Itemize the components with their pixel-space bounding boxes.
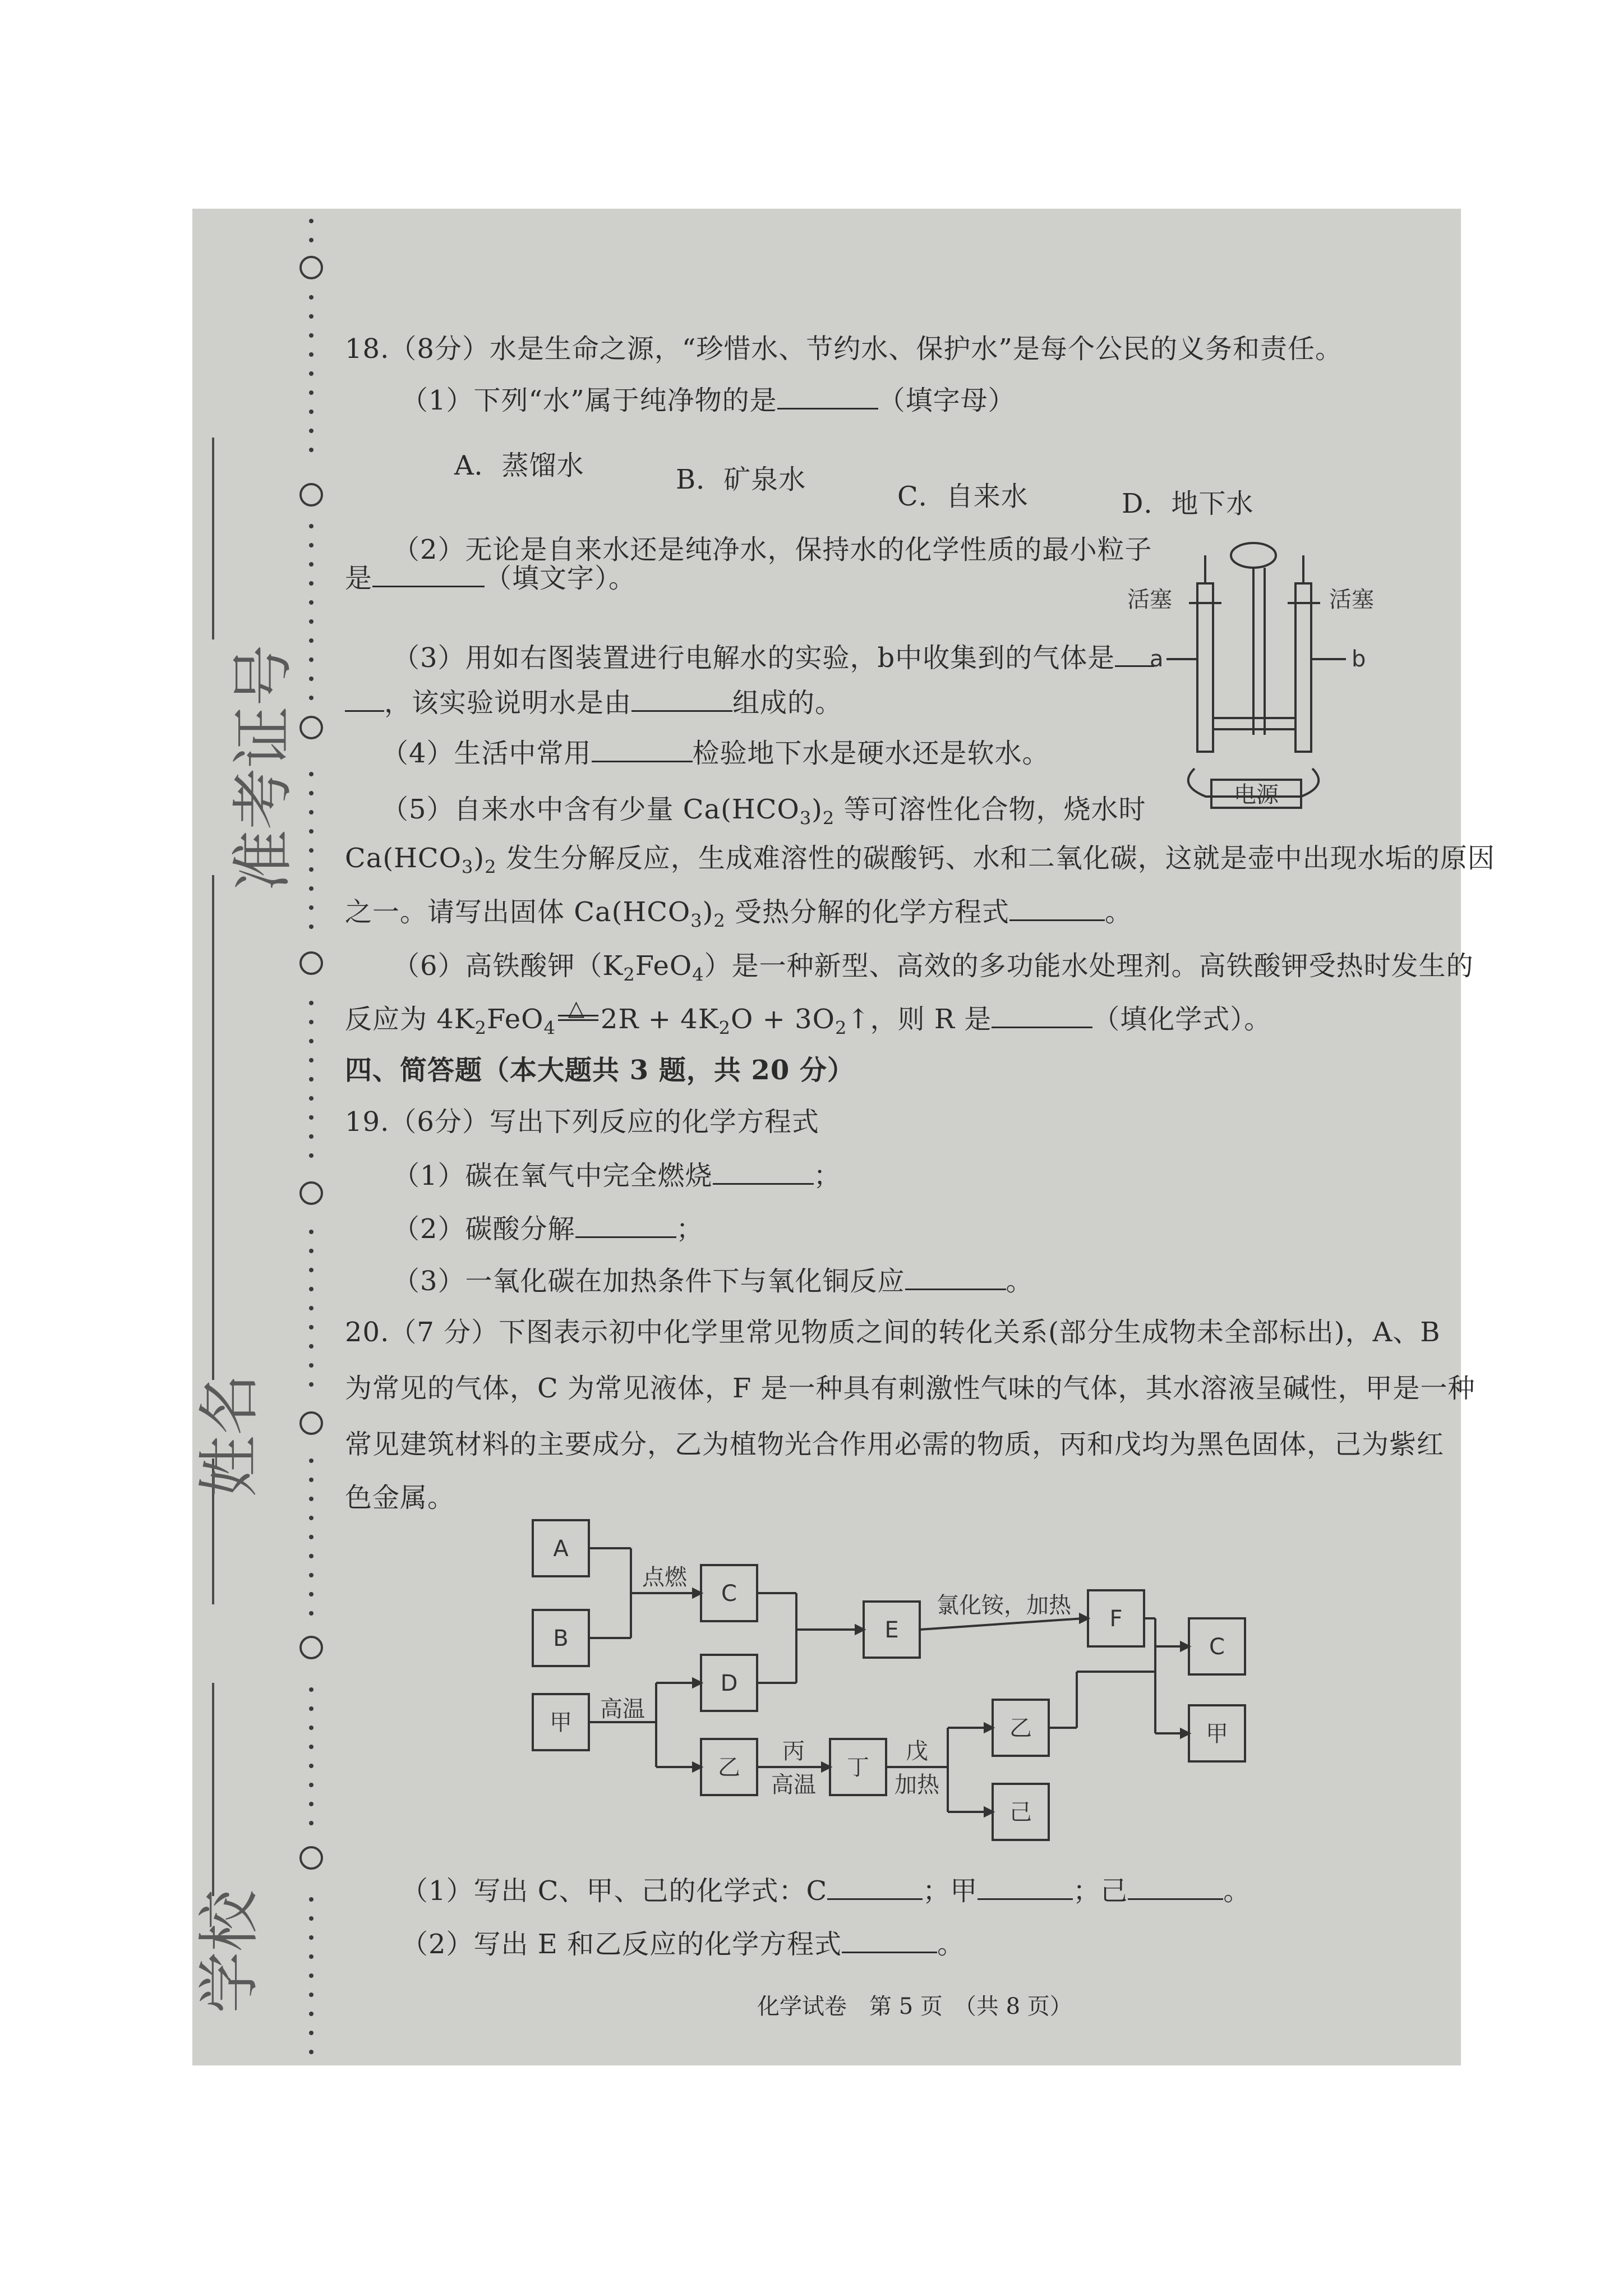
margin-label-school: 学校 <box>193 1890 265 2013</box>
margin-dot <box>309 1592 313 1596</box>
margin-dot <box>309 848 313 853</box>
margin-dot <box>309 1001 313 1005</box>
margin-dot <box>309 1535 313 1539</box>
margin-dot <box>309 1516 313 1520</box>
box-yi: 乙 <box>718 1755 740 1780</box>
electrolysis-apparatus <box>1127 533 1430 825</box>
margin-dot <box>309 791 313 795</box>
margin-dot <box>309 677 313 681</box>
box-ji: 己 <box>1009 1800 1032 1825</box>
q20-line4: 色金属。 <box>345 1482 455 1513</box>
margin-dot <box>309 772 313 776</box>
label-ammonium-chloride-heat: 氯化铵，加热 <box>937 1593 1071 1618</box>
margin-label-exam-no: 准考证号 <box>227 645 299 891</box>
margin-dot <box>309 2050 313 2054</box>
box-b: B <box>553 1626 569 1651</box>
margin-dot <box>309 1821 313 1825</box>
q20-line3: 常见建筑材料的主要成分，乙为植物光合作用必需的物质，丙和戊均为黑色固体，己为紫红 <box>345 1429 1445 1460</box>
q18-part3-line1: （3）用如右图装置进行电解水的实验，b中收集到的气体是 <box>393 641 1154 675</box>
margin-line <box>212 438 214 639</box>
margin-dot <box>309 1916 313 1921</box>
q18-option-a: A．蒸馏水 <box>454 450 584 481</box>
margin-dot <box>309 1382 313 1387</box>
margin-dot <box>309 1783 313 1787</box>
margin-dot <box>309 1993 313 1997</box>
margin-dot <box>309 1687 313 1692</box>
margin-dot <box>309 1096 313 1101</box>
box-d: D <box>720 1671 738 1696</box>
answer-blank[interactable] <box>372 561 485 587</box>
answer-blank[interactable] <box>575 1212 676 1238</box>
answer-blank[interactable] <box>905 1264 1006 1290</box>
q20-part1: （1）写出 C、甲、己的化学式：C ；甲 ；己 。 <box>401 1874 1251 1908</box>
margin-dot <box>309 1363 313 1368</box>
margin-label-name: 姓名 <box>193 1374 265 1497</box>
label-bing: 丙 <box>782 1738 805 1764</box>
margin-dot <box>309 600 313 605</box>
margin-dot <box>309 371 313 376</box>
answer-blank[interactable] <box>1009 895 1105 921</box>
margin-dot <box>309 1458 313 1463</box>
margin-dot <box>309 810 313 815</box>
margin-dot <box>309 581 313 586</box>
q19-part2: （2）碳酸分解 ； <box>393 1212 704 1246</box>
answer-blank[interactable] <box>631 685 732 712</box>
answer-blank[interactable] <box>1128 1874 1223 1900</box>
margin-dot <box>309 1897 313 1902</box>
margin-line <box>212 875 214 1380</box>
margin-dot <box>309 1058 313 1062</box>
q18-part6-line1: （6）高铁酸钾$(K_2FeO_4)$是一种新型、高效的多功能水处理剂。高铁酸钾受热时发生的 <box>393 950 1474 986</box>
q18-stem: 18.（8分）水是生命之源，“珍惜水、节约水、保护水”是每个公民的义务和责任。 <box>345 333 1343 365</box>
q18-part3-line2: ，该实验说明水是由 组成的。 <box>345 685 842 720</box>
margin-dot <box>309 1039 313 1043</box>
margin-dot <box>309 238 313 242</box>
binding-hole <box>299 716 323 739</box>
label-wu: 戊 <box>906 1738 928 1764</box>
q20-line1: 20.（7 分）下图表示初中化学里常见物质之间的转化关系(部分生成物未全部标出)，A、B <box>345 1317 1441 1348</box>
margin-dot <box>309 1726 313 1730</box>
q20-part2: （2）写出 E 和乙反应的化学方程式 。 <box>401 1927 965 1961</box>
q19-part1: （1）碳在氧气中完全燃烧 ； <box>393 1158 841 1193</box>
box-jia-2: 甲 <box>1206 1721 1228 1747</box>
margin-dot <box>309 867 313 872</box>
binding-hole <box>299 1181 323 1205</box>
margin-dot <box>309 1935 313 1940</box>
answer-blank[interactable] <box>827 1874 923 1900</box>
box-c-2: C <box>1209 1634 1225 1660</box>
binding-hole <box>299 951 323 975</box>
margin-dot <box>309 562 313 567</box>
binding-hole <box>299 1411 323 1435</box>
margin-dot <box>309 1611 313 1616</box>
answer-blank[interactable] <box>345 685 384 712</box>
margin-dot <box>309 1497 313 1501</box>
margin-dot <box>309 2031 313 2035</box>
q18-part5-line1: （5）自来水中含有少量 $Ca(HCO_3)_2$ 等可溶性化合物，烧水时 <box>381 794 1146 829</box>
margin-dot <box>309 524 313 528</box>
box-yi-2: 乙 <box>1009 1715 1032 1741</box>
section4-heading: 四、简答题（本大题共 3 题，共 20 分） <box>345 1055 855 1086</box>
margin-dot <box>309 429 313 433</box>
margin-dot <box>309 1249 313 1253</box>
margin-dot <box>309 619 313 624</box>
margin-dot <box>309 1153 313 1158</box>
margin-dot <box>309 333 313 338</box>
answer-blank[interactable] <box>592 736 693 762</box>
margin-dot <box>309 638 313 643</box>
q20-line2: 为常见的气体，C 为常见液体，F 是一种具有刺激性气味的气体，其水溶液呈碱性，甲是一种 <box>345 1373 1476 1404</box>
margin-dot <box>309 1954 313 1959</box>
margin-dot <box>309 390 313 395</box>
q19-part3: （3）一氧化碳在加热条件下与氧化铜反应 。 <box>393 1264 1034 1298</box>
margin-dot <box>309 829 313 834</box>
margin-dot <box>309 1115 313 1120</box>
margin-dot <box>309 657 313 662</box>
margin-dot <box>309 1802 313 1806</box>
margin-dot <box>309 1020 313 1024</box>
box-ding: 丁 <box>847 1755 869 1780</box>
q18-part6-line2: 反应为 $4K_2FeO_4$ △ $2R + 4K_2O$ + $3O_2↑$，则 R 是 （填化学式）。 <box>345 996 1272 1039</box>
margin-dot <box>309 1344 313 1349</box>
label-high-temp: 高温 <box>600 1696 645 1722</box>
margin-dot <box>309 1287 313 1291</box>
box-a: A <box>553 1536 569 1562</box>
margin-dot <box>309 1325 313 1329</box>
margin-dot <box>309 1134 313 1139</box>
q18-part2-line2: 是 （填文字）。 <box>345 561 636 595</box>
answer-blank[interactable] <box>713 1158 814 1185</box>
margin-dot <box>309 1306 313 1310</box>
q18-part4: （4）生活中常用 检验地下水是硬水还是软水。 <box>381 736 1050 770</box>
conversion-diagram <box>516 1509 1267 1868</box>
q18-part1: （1）下列“水”属于纯净物的是 （填字母） <box>401 383 1016 417</box>
margin-dot <box>309 1764 313 1768</box>
binding-hole <box>299 1636 323 1659</box>
margin-dot <box>309 1230 313 1234</box>
q18-part5-line3: 之一。请写出固体 $Ca(HCO_3)_2$ 受热分解的化学方程式 。 <box>345 895 1132 938</box>
tube-a-label: a <box>1150 646 1164 672</box>
box-e: E <box>884 1617 899 1643</box>
margin-dot <box>309 448 313 452</box>
q18-option-d: D．地下水 <box>1122 488 1254 519</box>
q18-part5-line2: $Ca(HCO_3)_2$ 发生分解反应，生成难溶性的碳酸钙、水和二氧化碳，这就是壶中出现水垢的原因 <box>345 843 1495 878</box>
margin-dot <box>309 1573 313 1577</box>
margin-dot <box>309 886 313 891</box>
box-f: F <box>1109 1606 1123 1632</box>
margin-dot <box>309 543 313 547</box>
margin-dot <box>309 409 313 414</box>
label-heat: 加热 <box>895 1772 939 1798</box>
margin-dot <box>309 352 313 357</box>
stopcock-right-label: 活塞 <box>1329 587 1374 613</box>
margin-dot <box>309 924 313 929</box>
binding-hole <box>299 256 323 279</box>
q18-part2-line1: （2）无论是自来水还是纯净水，保持水的化学性质的最小粒子 <box>393 534 1152 565</box>
page-footer: 化学试卷 第 5 页 （共 8 页） <box>757 1994 1072 2019</box>
box-c: C <box>721 1581 737 1607</box>
answer-blank[interactable] <box>978 1874 1073 1900</box>
margin-dot <box>309 2012 313 2016</box>
heat-equal-sign: △ <box>556 1004 601 1028</box>
label-high-temp-2: 高温 <box>771 1772 816 1798</box>
margin-dot <box>309 314 313 319</box>
tube-b-label: b <box>1352 646 1366 672</box>
margin-dot <box>309 905 313 910</box>
answer-blank[interactable] <box>992 1002 1092 1028</box>
margin-dot <box>309 1554 313 1558</box>
margin-dot <box>309 1745 313 1749</box>
binding-hole <box>299 1846 323 1870</box>
margin-dot <box>309 696 313 700</box>
box-jia: 甲 <box>550 1710 572 1736</box>
margin-dot <box>309 1268 313 1272</box>
answer-blank[interactable] <box>842 1927 937 1953</box>
answer-blank[interactable] <box>777 383 878 409</box>
margin-dot <box>309 219 313 223</box>
margin-dot <box>309 1706 313 1711</box>
margin-dot <box>309 295 313 300</box>
q18-option-b: B．矿泉水 <box>676 464 806 495</box>
q19-stem: 19.（6分）写出下列反应的化学方程式 <box>345 1106 819 1138</box>
margin-dot <box>309 1478 313 1482</box>
stopcock-left-label: 活塞 <box>1127 587 1172 613</box>
margin-dot <box>309 1077 313 1082</box>
q18-option-c: C．自来水 <box>897 481 1029 512</box>
label-ignite: 点燃 <box>642 1565 687 1590</box>
margin-dot <box>309 1973 313 1978</box>
margin-line <box>212 1683 214 1896</box>
power-supply-label: 电源 <box>1234 782 1279 808</box>
binding-hole <box>299 483 323 507</box>
